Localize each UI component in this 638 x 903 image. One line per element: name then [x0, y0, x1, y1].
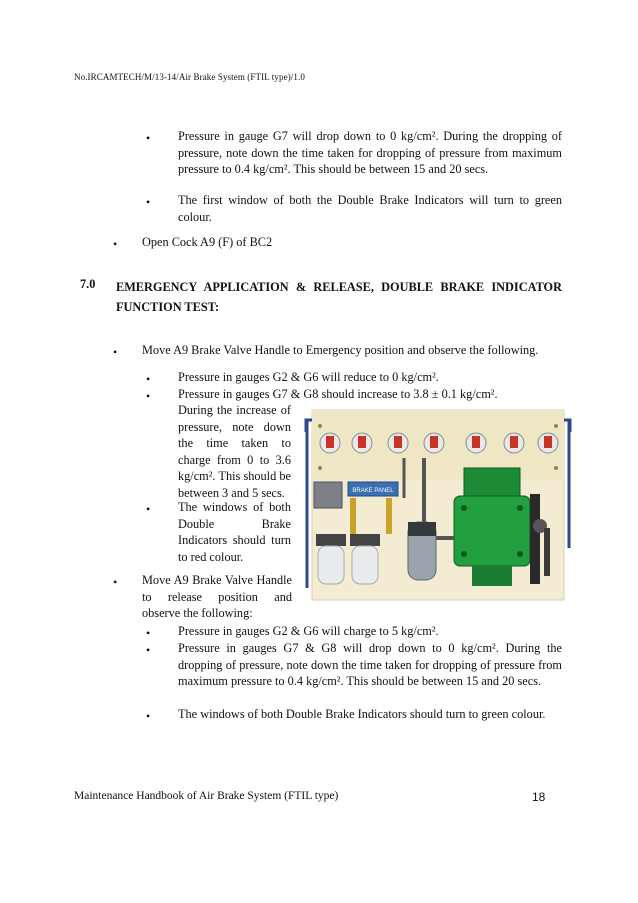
step1-increase-note: During the increase of pressure, note down the time taken to charge from 0 to 3.6 kg/cm². This should be between 3 and 5 secs.: [178, 403, 291, 500]
bullet-icon: •: [113, 237, 118, 251]
bullet-icon: •: [146, 626, 151, 640]
brake-panel-figure: [304, 398, 572, 602]
footer-title: Maintenance Handbook of Air Brake System (FTIL type): [74, 790, 339, 802]
bullet-icon: •: [146, 372, 151, 386]
bullet-icon: •: [146, 195, 151, 209]
bullet-g7-drop: Pressure in gauge G7 will drop down to 0 kg/cm². During the dropping of pressure, note down the time taken for dropping of pressure from maximum pressure to 0.4 kg/cm². This should be between 15 and 20 secs.: [178, 129, 562, 176]
bullet-icon: •: [146, 389, 151, 403]
section-number: 7.0: [80, 277, 96, 291]
step2-green-windows: The windows of both Double Brake Indicators should turn to green colour.: [178, 707, 546, 721]
bullet-first-window: The first window of both the Double Brake Indicators will turn to green colour.: [178, 193, 562, 224]
document-reference: No.IRCAMTECH/M/13-14/Air Brake System (FTIL type)/1.0: [74, 72, 305, 82]
page-number: 18: [532, 790, 546, 804]
step1-g7-g8: Pressure in gauges G7 & G8 should increase to 3.8 ± 0.1 kg/cm².: [178, 387, 498, 401]
section-title: EMERGENCY APPLICATION & RELEASE, DOUBLE BRAKE INDICATOR FUNCTION TEST:: [116, 280, 562, 314]
open-cock-text: Open Cock A9 (F) of BC2: [142, 235, 273, 249]
step1-g2-g6: Pressure in gauges G2 & G6 will reduce to 0 kg/cm².: [178, 370, 439, 384]
bullet-icon: •: [146, 643, 151, 657]
step1-red-windows: The windows of both Double Brake Indicators should turn to red colour.: [178, 500, 291, 564]
bullet-icon: •: [113, 345, 118, 359]
bullet-icon: •: [146, 502, 151, 516]
step1-text: Move A9 Brake Valve Handle to Emergency position and observe the following.: [142, 343, 539, 357]
bullet-icon: •: [146, 131, 151, 145]
step2-g7-g8: Pressure in gauges G7 & G8 will drop down to 0 kg/cm². During the dropping of pressure, note down the time taken for dropping of pressure from maximum pressure to 0.4 kg/cm². This should be between 15 and 20 secs.: [178, 641, 562, 688]
step2-g2-g6: Pressure in gauges G2 & G6 will charge to 5 kg/cm².: [178, 624, 439, 638]
bullet-icon: •: [146, 709, 151, 723]
step2-text: Move A9 Brake Valve Handle to release position and observe the following:: [142, 573, 292, 620]
plate-label: BRAKE PANEL: [352, 488, 394, 494]
bullet-icon: •: [113, 575, 118, 589]
